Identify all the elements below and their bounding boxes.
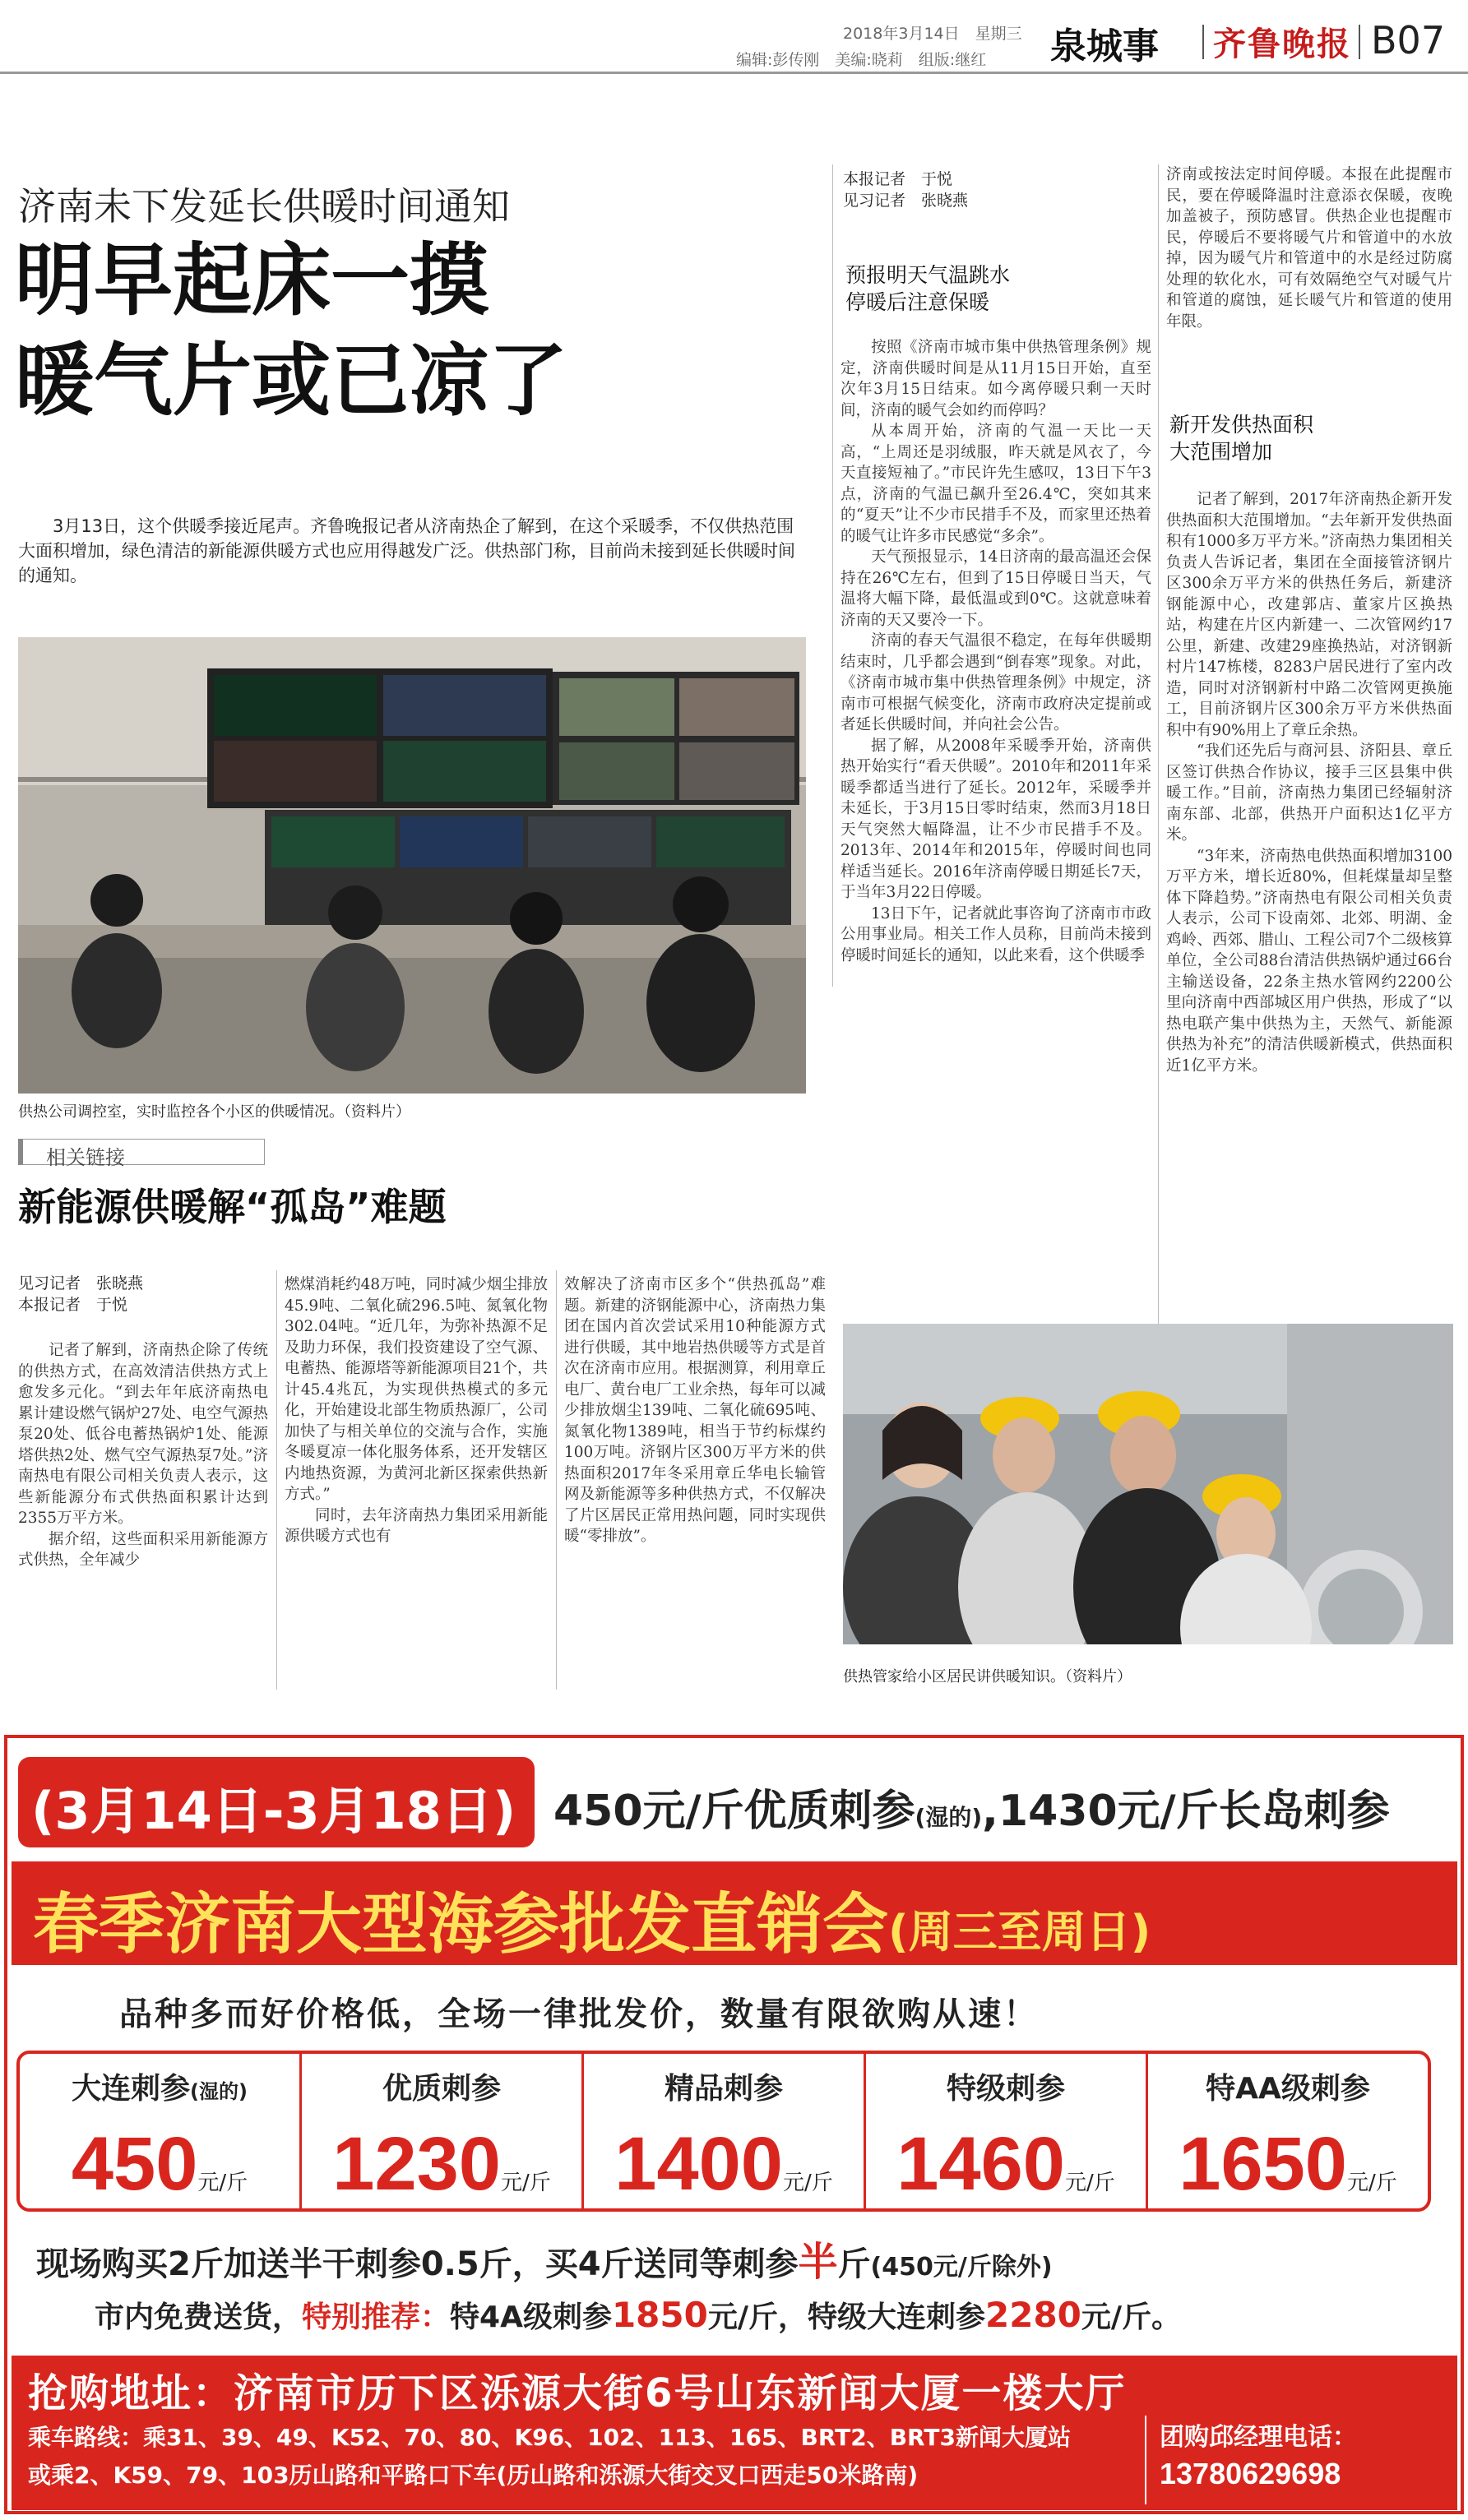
paragraph: “我们还先后与商河县、济阳县、章丘区签订供热合作协议，接手三区县集中供暖工作。”目前，济南热力集团已经辐射济南东部、北部，供热开户面积达1亿平方米。 — [1166, 742, 1452, 844]
paragraph: 据了解，从2008年采暖季开始，济南供热开始实行“看天供暖”。2010年和2011年采暖季都适当进行了延长。2012年，采暖季并未延长，于3月15日零时结束，然而3月18日天气突然大幅降温，让不少市民措手不及。2013年、2014年和2015年，停暖时间也同样适当延长。2016年济南停暖日期延长7天，于当年3月22日停暖。 — [841, 737, 1151, 901]
related-link-label: 相关链接 — [46, 1146, 125, 1169]
paragraph: 燃煤消耗约48万吨，同时减少烟尘排放45.9吨、二氧化硫296.5吨、氮氧化物302.04吨。“近几年，为弥补热源不足及助力环保，我们投资建设了空气源、电蓄热、能源塔等新能源项目21个，共计45.4兆瓦，为实现供热模式的多元化，开始建设北部生物质热源厂，公司加快了与相关单位的交流与合作，实施冬暖夏凉一体化服务体系，还开发辖区内地热资源，为黄河北新区探索供热新方式。” — [285, 1276, 548, 1503]
paragraph: 按照《济南市城市集中供热管理条例》规定，济南供暖时间是从11月15日开始，直至次年3月15日结束。如今离停暖只剩一天时间，济南的暖气会如约而停吗？ — [841, 339, 1151, 419]
product-name: 大连刺参(湿的) — [72, 2072, 248, 2106]
section-name: 泉城事 — [1050, 25, 1159, 67]
column-rule — [832, 164, 833, 987]
ad-price-line — [553, 1776, 1390, 1838]
related-column-3 — [564, 1274, 826, 1694]
article-byline: 本报记者 于悦 见习记者 张晓燕 — [843, 170, 969, 210]
ad-address: 抢购地址：济南市历下区泺源大街6号山东新闻大厦一楼大厅 — [28, 2370, 1127, 2416]
product-price: 1650元/斤 — [1179, 2122, 1397, 2206]
main-column-3-top — [1166, 164, 1452, 386]
ad-title-text: 春季济南大型海参批发直销会 — [33, 1886, 888, 1963]
ad-price-note: (湿的) — [915, 1804, 983, 1831]
ad-title-days: (周三至周日) — [888, 1906, 1151, 1958]
product-cell — [302, 2054, 584, 2208]
article-headline — [15, 230, 567, 431]
subhead-heating-area: 新开发供热面积 大范围增加 — [1169, 413, 1314, 464]
product-cell — [866, 2054, 1148, 2208]
newspaper-logo: 齐鲁晚报 — [1213, 25, 1351, 63]
issue-date: 2018年3月14日 星期三 — [843, 25, 1022, 43]
ad-hotline — [1160, 2419, 1357, 2491]
bus-route-line: 乘车路线：乘31、39、49、K52、70、80、K96、102、113、165、BRT2、BRT3新闻大厦站 — [28, 2424, 1071, 2451]
paragraph: 记者了解到，2017年济南热企新开发供热面积大范围增加。“去年新开发供热面积有1000多万平方米。”济南热力集团相关负责人告诉记者，集团在全面接管济钢片区300余万平方米的供热任务后，新建济钢能源中心，改建郭店、董家片区换热站，构建在片区内新建一、二次管网约17公里，新建、改建29座换热站，对济钢新村片147栋楼，8283户居民进行了室内改造，同时对济钢新村中路二次管网更换施工，目前济钢片区300余万平方米供热面积中有90%用上了章丘余热。 — [1166, 491, 1452, 739]
ad-price-a: 450元/斤优质刺参 — [553, 1787, 915, 1836]
control-room-caption: 供热公司调控室，实时监控各个小区的供暖情况。（资料片） — [18, 1103, 410, 1121]
product-price: 1400元/斤 — [614, 2122, 833, 2206]
hotline-number: 13780629698 — [1160, 2457, 1341, 2490]
product-cell — [20, 2054, 302, 2208]
heating-staff-caption: 供热管家给小区居民讲供暖知识。（资料片） — [843, 1668, 1132, 1685]
headline-line-2: 暖气片或已凉了 — [15, 335, 567, 427]
column-rule — [276, 1270, 277, 1690]
article-kicker: 济南未下发延长供暖时间通知 — [18, 184, 510, 229]
related-column-2 — [285, 1274, 548, 1694]
ad-date-range: (3月14日-3月18日) — [31, 1781, 516, 1841]
ad-promotion: 现场购买2斤加送半干刺参0.5斤，买4斤送同等刺参半斤(450元/斤除外) — [36, 2239, 1053, 2285]
product-price: 450元/斤 — [71, 2122, 248, 2206]
header-divider — [1359, 25, 1360, 59]
masthead — [0, 0, 1468, 74]
paragraph: “3年来，济南热电供热面积增加3100万平方米，增长近80%，但耗煤量却呈整体下降趋势。”济南热电有限公司相关负责人表示，公司下设南郊、北郊、明湖、金鸡岭、西郊、腊山、工程公司7个二级核算单位，全公司88台清洁供热锅炉通过66台主输送设备，22条主热水管网约2200公里向济南中西部城区用户供热，形成了“以热电联产集中供热为主，天然气、新能源供热为补充”的清洁供暖新模式，供热面积近1亿平方米。 — [1166, 847, 1452, 1075]
ad-price-b: ,1430元/斤长岛刺参 — [982, 1787, 1390, 1836]
subhead-weather: 预报明天气温跳水 停暖后注意保暖 — [845, 263, 1011, 314]
paragraph: 济南或按法定时间停暖。本报在此提醒市民，要在停暖降温时注意添衣保暖，夜晚加盖被子，预防感冒。供热企业也提醒市民，停暖后不要将暖气片和管道中的水放掉，因为暖气片和管道中的水是经过防腐处理的软化水，可有效隔绝空气对暖气片和管道的腐蚀，延长暖气片和管道的使用年限。 — [1166, 166, 1452, 331]
column-rule — [556, 1270, 557, 1690]
related-byline: 见习记者 张晓燕 本报记者 于悦 — [18, 1274, 144, 1314]
column-rule — [1158, 164, 1159, 1340]
product-cell — [1148, 2054, 1428, 2208]
headline-line-1: 明早起床一摸 — [15, 234, 489, 326]
product-name: 优质刺参 — [382, 2072, 501, 2106]
paragraph: 记者了解到，济南热企除了传统的供热方式，在高效清洁供热方式上愈发多元化。“到去年年底济南热电累计建设燃气锅炉27处、电空气源热泵20处、低谷电蓄热锅炉1处、能源塔供热2处、燃气空气源热泵7处。”济南热电有限公司相关负责人表示，这些新能源分布式供热面积累计达到2355万平方米。 — [18, 1342, 268, 1527]
product-price: 1460元/斤 — [896, 2122, 1115, 2206]
product-price: 1230元/斤 — [332, 2122, 551, 2206]
related-column-1 — [18, 1340, 268, 1694]
paragraph: 天气预报显示，14日济南的最高温还会保持在26℃左右，但到了15日停暖日当天，气温将大幅下降，最低温或到0℃。这就意味着济南的天又要冷一下。 — [841, 548, 1151, 629]
hotline-label: 团购邱经理电话： — [1160, 2423, 1357, 2452]
related-headline: 新能源供暖解“孤岛”难题 — [18, 1185, 447, 1229]
ad-slogan: 品种多而好价格低，全场一律批发价，数量有限欲购从速！ — [119, 1995, 1039, 2033]
bus-route-line: 或乘2、K59、79、103历山路和平路口下车(历山路和泺源大街交叉口西走50米路南) — [28, 2462, 919, 2489]
ad-title — [33, 1871, 1151, 1966]
paragraph: 效解决了济南市区多个“供热孤岛”难题。新建的济钢能源中心，济南热力集团在国内首次尝试采用10种能源方式进行供暖，其中地岩热供暖等方式是首次在济南市应用。根据测算，利用章丘电厂、黄台电厂工业余热，每年可以减少排放烟尘139吨、二氧化硫695吨、氮氧化物1389吨，相当于节约标煤约100万吨。济钢片区300万平方米的供热面积2017年冬采用章丘华电长输管网及新能源等多种供热方式，不仅解决了片区居民正常用热问题，同时实现供暖“零排放”。 — [564, 1276, 826, 1545]
header-divider — [1202, 25, 1204, 59]
main-column-2 — [841, 337, 1151, 1365]
editor-credits: 编辑:彭传刚 美编:晓莉 组版:继红 — [736, 51, 987, 69]
product-cell — [584, 2054, 866, 2208]
article-lead: 3月13日，这个供暖季接近尾声。齐鲁晚报记者从济南热企了解到，在这个采暖季，不仅供热范围大面积增加，绿色清洁的新能源供暖方式也应用得越发广泛。供热部门称，目前尚未接到延长供暖时间的通知。 — [18, 516, 795, 585]
product-name: 精品刺参 — [664, 2072, 783, 2106]
ad-bus-routes — [28, 2419, 1071, 2495]
ad-price-table — [16, 2051, 1431, 2212]
heating-staff-photo — [843, 1324, 1453, 1644]
page-number: B07 — [1371, 18, 1446, 62]
paragraph: 13日下午，记者就此事咨询了济南市市政公用事业局。相关工作人员称，目前尚未接到停暖时间延长的通知，以此来看，这个供暖季 — [841, 904, 1151, 964]
paragraph: 济南的春天气温很不稳定，在每年供暖期结束时，几乎都会遇到“倒春寒”现象。对此，《济南市城市集中供热管理条例》中规定，济南市可根据气候变化，济南市政府决定提前或者延长供暖时间，并向社会公告。 — [841, 632, 1151, 733]
paragraph: 同时，去年济南热力集团采用新能源供暖方式也有 — [285, 1506, 548, 1545]
paragraph: 从本周开始，济南的气温一天比一天高，“上周还是羽绒服，昨天就是风衣了，今天直接短袖了。”市民许先生感叹，13日下午3点，济南的气温已飙升至26.4℃，突如其来的“夏天”让不少市民措手不及，而家里还热着的暖气让许多市民感觉“多余”。 — [841, 423, 1151, 545]
ad-delivery: 市内免费送货，特别推荐：特4A级刺参1850元/斤，特级大连刺参2280元/斤。 — [95, 2295, 1182, 2335]
paragraph: 据介绍，这些面积采用新能源方式供热，全年减少 — [18, 1530, 268, 1569]
main-column-3 — [1166, 489, 1452, 1344]
control-room-photo — [18, 637, 806, 1094]
product-name: 特级刺参 — [946, 2072, 1065, 2106]
product-name: 特AA级刺参 — [1206, 2072, 1370, 2106]
